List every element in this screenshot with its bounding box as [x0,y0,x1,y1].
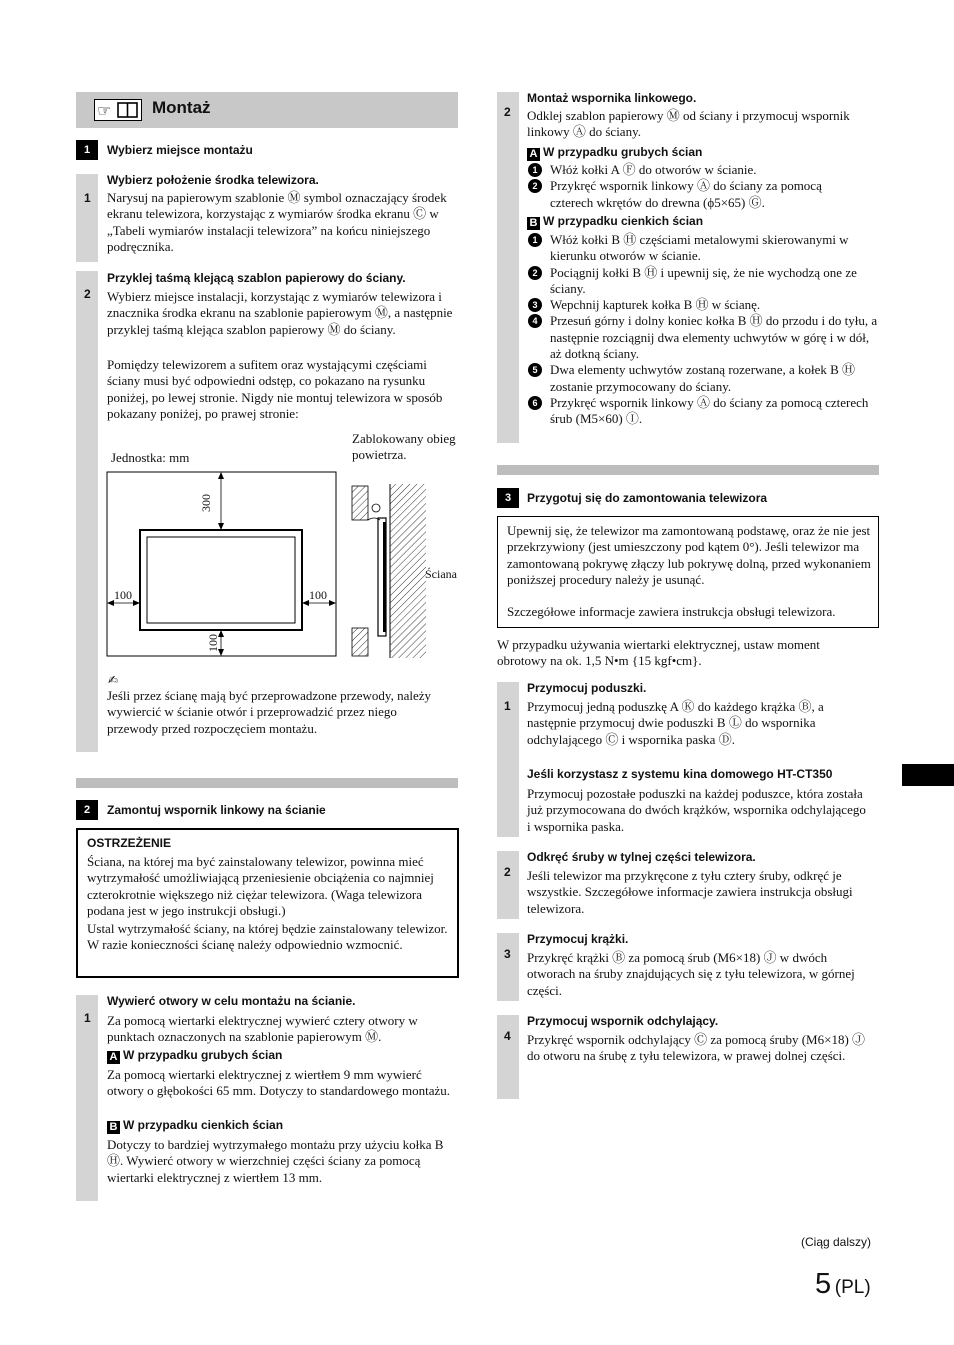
step-strip [76,174,98,262]
step-number: 2 [504,865,511,879]
step-heading: Wywierć otwory w celu montażu na ścianie. [107,994,356,1008]
page-number: 5 (PL) [815,1268,871,1300]
list-item: 1 Włóż kołki A Ⓕ do otworów w ścianie. [528,162,860,178]
warning-text: Ustal wytrzymałość ściany, na której będzie zainstalowany telewizor. W razie konieczności ścianę należy odpowiednio wzmocnić. [87,921,448,953]
list-item: 3 Wepchnij kapturek kołka B Ⓗ w ścianę. [528,297,878,313]
note-text: Jeśli przez ścianę mają być przeprowadzone przewody, należy wywiercić w ścianie otwór i przeprowadzić przez niego przewody przed rozpoczęciem montażu. [107,688,431,736]
thin-wall-heading: B W przypadku cienkich ścian [527,213,703,230]
section-1-heading: Wybierz miejsce montażu [107,143,253,157]
unit-label: Jednostka: mm [111,450,190,465]
thick-wall-list [528,162,860,211]
step-text: Za pomocą wiertarki elektrycznej wywierć cztery otwory w punktach oznaczonych na szablonie papierowym Ⓜ. [107,1013,418,1045]
step-text: Za pomocą wiertarki elektrycznej z wiertłem 9 mm wywierć otwory o głębokości 65 mm. Dotyczy to standardowego montażu. [107,1067,450,1099]
step-text: Odklej szablon papierowy Ⓜ od ściany i przymocuj wspornik linkowy Ⓐ do ściany. [527,108,850,140]
dim-bottom: 100 [206,634,220,652]
list-item: 6 Przykręć wspornik linkowy Ⓐ do ściany za pomocą czterech śrub (M5×60) Ⓘ. [528,395,878,428]
step-heading: Przyklej taśmą klejącą szablon papierowy do ściany. [107,271,406,285]
side-tab [902,764,954,786]
step-heading: Przymocuj wspornik odchylający. [527,1014,719,1028]
manual-icon [94,99,142,121]
step-number: 3 [504,947,511,961]
section-3-heading: Przygotuj się do zamontowania telewizora [527,491,768,505]
info-text: Upewnij się, że telewizor ma zamontowaną podstawę, oraz że nie jest przekrzywiony (jest umieszczony pod kątem 0°). Jeśli telewizor ma zamontowaną pokrywę złączy lub pokrywę dolną, przed wykonaniem poniższej procedury należy je usunąć. [507,523,871,587]
wall-label: Ściana [425,567,457,581]
step-heading: Przymocuj poduszki. [527,681,647,695]
step-number: 2 [504,105,511,119]
section-1-number: 1 [76,140,98,160]
step-heading: Przymocuj krążki. [527,932,629,946]
intro-text: W przypadku używania wiertarki elektrycznej, ustaw moment obrotowy na ok. 1,5 N•m {15 kgf•cm}. [497,637,820,669]
note-icon: ✍ [108,673,119,687]
clearance-diagram [106,470,338,658]
step-number: 1 [84,191,91,205]
dim-right: 100 [309,588,327,602]
list-item: 4 Przesuń górny i dolny koniec kołka B Ⓗ do przodu i do tyłu, a następnie rozciągnij dwa elementy uchwytów w górę i w dół, aż dotkną ściany. [528,313,878,362]
section-2-heading: Zamontuj wspornik linkowy na ścianie [107,803,326,817]
a-badge: A [107,1051,120,1064]
step-text: Przykręć wspornik odchylający Ⓒ za pomocą śruby (M6×18) Ⓙ do otworu na śrubę z tyłu telewizora, w prawej dolnej części. [527,1032,866,1064]
step-text: Przymocuj pozostałe poduszki na każdej poduszce, która została już przymocowana do dwóch krążków, wspornika odchylającego i wspornika paska. [527,786,866,834]
section-2-number: 2 [76,800,98,820]
hand-book-icon [95,100,141,120]
section-3-number: 3 [497,488,519,508]
step-strip [497,851,519,919]
thick-wall-heading: A W przypadku grubych ścian [107,1047,282,1064]
thick-wall-heading: A W przypadku grubych ścian [527,144,702,161]
warning-text: Ściana, na której ma być zainstalowany telewizor, powinna mieć wytrzymałość umożliwiającą przeniesienie obciążenia co najmniej czterokrotnie większego niż ciężar telewizora. (Waga telewizora podana jest w jego instrukcji obsługi.) [87,854,434,918]
step-heading: Odkręć śruby w tylnej części telewizora. [527,850,756,864]
step-text: Narysuj na papierowym szablonie Ⓜ symbol oznaczający środek ekranu telewizora, korzystając z wymiarów środka ekranu Ⓒ w „Tabeli wymiarów instalacji telewizora” na końcu niniejszego podręcznika. [107,190,447,254]
step-text: Wybierz miejsce instalacji, korzystając z wymiarów telewizora i znacznika środka ekranu na szablonie papierowym Ⓜ, a następnie przyklej taśmą klejąca szablon papierowy Ⓜ do ściany. [107,289,453,337]
list-item: 2 Pociągnij kołki B Ⓗ i upewnij się, że nie wychodzą one ze ściany. [528,265,878,298]
thin-wall-heading: B W przypadku cienkich ścian [107,1117,283,1134]
blocked-airflow-label: Zablokowany obieg powietrza. [352,431,456,463]
dim-top: 300 [199,494,213,512]
step-subheading: Jeśli korzystasz z systemu kina domowego HT-CT350 [527,767,833,781]
page-title: Montaż [152,98,211,117]
step-number: 2 [84,287,91,301]
dim-left: 100 [114,588,132,602]
section-divider [497,465,879,475]
warning-title: OSTRZEŻENIE [87,836,172,850]
step-strip [497,92,519,443]
info-text: Szczegółowe informacje zawiera instrukcja obsługi telewizora. [507,604,836,619]
step-text: Jeśli telewizor ma przykręcone z tyłu cztery śruby, odkręć je wszystkie. Szczegółowe informacje zawiera instrukcja obsługi telewizora. [527,868,853,916]
a-badge: A [527,148,540,161]
step-strip [76,271,98,752]
step-text: Przykręć krążki Ⓑ za pomocą śrub (M6×18) Ⓙ w dwóch otworach na śruby znajdujących się z tyłu telewizora, w górnej części. [527,950,855,998]
step-text: Dotyczy to bardziej wytrzymałego montażu przy użyciu kołka B Ⓗ. Wywierć otwory w wierzchniej części ściany za pomocą wiertarki elektrycznej z wiertłem 13 mm. [107,1137,444,1185]
thin-wall-list [528,232,878,428]
section-divider [76,778,458,788]
list-item: 5 Dwa elementy uchwytów zostaną rozerwane, a kołek B Ⓗ zostanie przymocowany do ściany. [528,362,878,395]
svg-text:☞: ☞ [97,101,112,120]
step-text: Pomiędzy telewizorem a sufitem oraz wystającymi częściami ściany musi być odpowiedni odstęp, co pokazano na rysunku poniżej, po lewej stronie. Nigdy nie montuj telewizora w sposób pokazany poniżej, po prawej stronie: [107,357,443,421]
step-heading: Montaż wspornika linkowego. [527,91,697,105]
list-item: 1 Włóż kołki B Ⓗ częściami metalowymi skierowanymi w kierunku otworów w ścianie. [528,232,878,265]
list-item: 2 Przykręć wspornik linkowy Ⓐ do ściany za pomocą czterech wkrętów do drewna (ϕ5×65) Ⓖ. [528,178,860,211]
wall-side-diagram [350,480,428,660]
step-number: 1 [504,699,511,713]
step-number: 4 [504,1029,511,1043]
step-number: 1 [84,1011,91,1025]
step-strip [497,933,519,1001]
continued-label: (Ciąg dalszy) [801,1235,872,1249]
step-heading: Wybierz położenie środka telewizora. [107,173,319,187]
step-text: Przymocuj jedną poduszkę A Ⓚ do każdego krążka Ⓑ, a następnie przymocuj dwie poduszki B Ⓛ do wspornika odchylającego Ⓒ i wspornika paska Ⓓ. [527,699,824,747]
b-badge: B [107,1121,120,1134]
b-badge: B [527,217,540,230]
